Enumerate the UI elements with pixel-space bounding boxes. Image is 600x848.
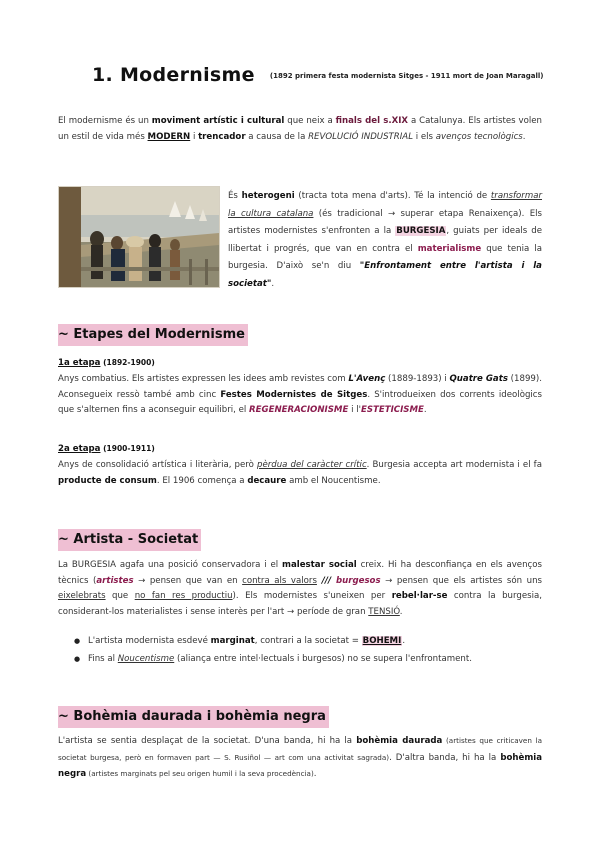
s3-small-text: (artistes marginats pel seu origen humil i la seva procedència) <box>86 769 314 778</box>
s2-text: La BURGESIA agafa una posició conservadora i el <box>58 560 283 570</box>
etapa2-bold: producte de consum <box>58 475 157 486</box>
etapa2-paragraph <box>58 458 542 489</box>
s2-bold: rebel·lar-se <box>391 591 448 601</box>
bullet-italic-underlined: Noucentisme <box>117 654 175 664</box>
intro-text: que neix a <box>284 116 336 126</box>
artista-societat-bullets <box>74 632 542 668</box>
etapa1-bold: Festes Modernistes de Sitges <box>220 389 368 400</box>
etapa2-italic-underlined: pèrdua del caràcter crític <box>256 460 367 470</box>
side-italic-underlined: transformar la cultura catalana <box>228 191 543 219</box>
side-text: . <box>271 278 275 289</box>
side-text: (és tradicional → superar etapa Renaixença). Els artistes modernistes s'enfronten a la <box>228 208 542 237</box>
title-dates-note: (1892 primera festa modernista Sitges - 1911 mort de Joan Maragall) <box>269 72 544 80</box>
s3-bold: bohèmia negra <box>58 752 543 779</box>
etapa2-text: amb el Noucentisme. <box>286 475 381 486</box>
intro-italic: avenços tecnològics <box>435 131 523 142</box>
side-highlighted: BURGESIA <box>396 226 446 237</box>
bullet-text: Fins al <box>88 654 118 664</box>
etapa1-years: (1892-1900) <box>100 358 155 367</box>
painting-illustration <box>59 187 219 287</box>
intro-text: i els <box>412 131 436 142</box>
etapa1-text: Anys combatius. Els artistes expressen les idees amb revistes com <box>58 374 349 384</box>
side-quote: "Enfrontament entre l'artista i la societat" <box>228 261 542 289</box>
intro-text: a Catalunya. Els artistes volen un estil de vida més <box>58 116 542 142</box>
intro-text: El modernisme és un <box>58 116 152 126</box>
bullet-text: (aliança entre intel·lectuals i burgesos) no se supera l'enfrontament. <box>174 654 472 664</box>
bullet-bold: marginat <box>210 636 255 646</box>
s2-bold: malestar social <box>282 560 357 570</box>
side-magenta: materialisme <box>417 243 482 254</box>
etapa1-text: . <box>423 405 427 415</box>
section-heading-etapes: ~ Etapes del Modernisme <box>58 324 248 346</box>
intro-bold: finals del s.XIX <box>335 116 409 126</box>
s3-text: L'artista se sentia desplaçat de la societat. D'una banda, hi ha la <box>58 736 357 746</box>
s3-bold: bohèmia daurada <box>356 736 443 746</box>
s2-text: → pensen que els artistes són uns <box>380 575 542 586</box>
page-title <box>92 64 255 86</box>
s3-small-text: (artistes que criticaven la societat burgesa, però en formaven part — S. Rusiñol — art com una activitat sagrada) <box>58 736 542 762</box>
intro-paragraph <box>58 114 542 145</box>
title-number: 1. <box>92 64 114 86</box>
list-item <box>74 632 542 650</box>
etapa1-bold-italic: L'Avenç <box>348 374 386 384</box>
s2-text: . <box>399 606 403 617</box>
etapa2-bold: decaure <box>247 475 287 486</box>
side-paragraph <box>228 188 542 294</box>
s3-text: . <box>313 769 317 779</box>
intro-bold: moviment artístic i cultural <box>151 116 285 126</box>
s2-text: que <box>105 591 135 601</box>
side-text: , guiats per ideals de llibertat i progrés, que van en contra el <box>228 226 542 254</box>
etapa1-text: (1889-1893) i <box>385 374 450 384</box>
etapa1-text: (1899). Aconsegueix ressò també amb cinc <box>58 374 542 400</box>
etapa2-text: . Burgesia accepta art modernista i el fa <box>366 460 542 470</box>
bullet-text: L'artista modernista esdevé <box>88 636 211 646</box>
artista-societat-paragraph <box>58 558 542 620</box>
side-text: (tracta tota mena d'arts). Té la intenció de <box>294 191 491 201</box>
list-item <box>74 650 542 668</box>
etapa1-magenta: ESTETICISME <box>360 405 424 415</box>
s2-text: → pensen que van en <box>133 575 243 586</box>
etapa1-label: 1a etapa <box>58 358 101 368</box>
s3-text: . D'altra banda, hi ha la <box>389 752 501 763</box>
etapa2-label: 2a etapa <box>58 444 101 454</box>
s2-magenta: burgesos <box>335 575 381 586</box>
intro-text: i <box>190 131 199 142</box>
etapa1-heading <box>58 358 155 368</box>
s2-separator: /// <box>316 575 336 586</box>
side-text: És <box>228 191 242 201</box>
side-text: que tenia la burgesia. D'això se'n diu <box>228 243 542 272</box>
title-text: Modernisme <box>119 64 255 86</box>
bohemia-paragraph <box>58 733 542 783</box>
intro-italic: REVOLUCIÓ INDUSTRIAL <box>308 131 413 142</box>
s2-magenta: artistes <box>96 575 134 586</box>
etapa1-magenta: REGENERACIONISME <box>249 405 349 415</box>
bullet-text: , contrari a la societat = <box>254 636 362 646</box>
s2-text: contra la burgesia, considerant-los materialistes i sense interès per l'art → període de gran <box>58 591 542 617</box>
etapa1-text: . S'introdueixen dos corrents ideològics que s'alternen fins a aconseguir equilibri, el <box>58 389 542 415</box>
s2-underlined: no fan res productiu <box>134 591 233 601</box>
etapa1-bold-italic: Quatre Gats <box>449 374 508 384</box>
bullet-text: . <box>402 636 406 646</box>
etapa2-text: Anys de consolidació artística i literària, però <box>58 460 257 470</box>
side-bold: heterogeni <box>241 191 295 201</box>
section-heading-bohemia: ~ Bohèmia daurada i bohèmia negra <box>58 706 329 728</box>
bullet-highlighted: BOHEMI <box>362 636 402 646</box>
etapa1-text: i l' <box>348 405 361 415</box>
intro-bold-underlined: MODERN <box>147 131 191 142</box>
etapa2-heading <box>58 444 155 454</box>
etapa2-years: (1900-1911) <box>100 444 155 453</box>
painting-image <box>58 186 220 288</box>
intro-text: a causa de la <box>245 131 309 142</box>
section-heading-artista-societat: ~ Artista - Societat <box>58 529 201 551</box>
s2-underlined: eixelebrats <box>58 591 106 601</box>
s2-text: ). Els modernistes s'uneixen per <box>232 591 392 601</box>
intro-text: . <box>522 131 526 142</box>
etapa2-text: . El 1906 comença a <box>156 475 248 486</box>
title-row <box>92 64 544 86</box>
s2-text: creix. Hi ha desconfiança en els avenços tècnics ( <box>58 560 542 586</box>
s2-underlined: TENSIÓ <box>368 606 400 617</box>
etapa1-paragraph <box>58 372 542 419</box>
intro-bold: trencador <box>198 131 246 142</box>
s2-underlined: contra als valors <box>242 575 317 586</box>
